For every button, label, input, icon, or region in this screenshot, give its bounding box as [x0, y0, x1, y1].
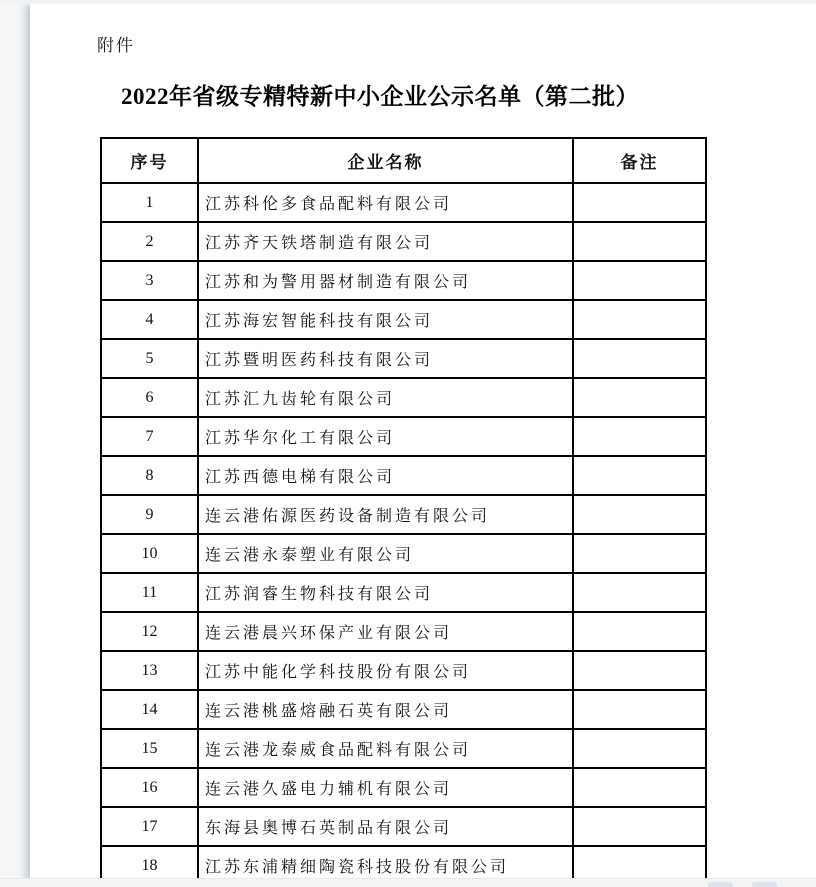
remark-cell: [573, 573, 706, 612]
remark-cell: [573, 339, 706, 378]
company-name-cell: 连云港永泰塑业有限公司: [198, 534, 573, 573]
table-row: [101, 183, 706, 222]
bottom-toolbar-button-2[interactable]: [752, 882, 777, 887]
remark-cell: [573, 417, 706, 456]
company-name-cell: 江苏东浦精细陶瓷科技股份有限公司: [198, 846, 573, 885]
row-number-cell: 8: [101, 456, 198, 495]
row-number-cell: 3: [101, 261, 198, 300]
remark-cell: [573, 690, 706, 729]
row-number-cell: 13: [101, 651, 198, 690]
table-row: [101, 261, 706, 300]
row-number-cell: 4: [101, 300, 198, 339]
row-number-cell: 15: [101, 729, 198, 768]
company-name-cell: 连云港久盛电力辅机有限公司: [198, 768, 573, 807]
row-number-cell: 16: [101, 768, 198, 807]
company-name-cell: 连云港晨兴环保产业有限公司: [198, 612, 573, 651]
row-number-cell: 6: [101, 378, 198, 417]
remark-cell: [573, 456, 706, 495]
row-number-cell: 17: [101, 807, 198, 846]
row-number-cell: 10: [101, 534, 198, 573]
company-name-cell: 连云港龙泰威食品配料有限公司: [198, 729, 573, 768]
company-name-cell: 江苏中能化学科技股份有限公司: [198, 651, 573, 690]
remark-cell: [573, 222, 706, 261]
table-row: [101, 456, 706, 495]
row-number-cell: 7: [101, 417, 198, 456]
table-row: [101, 339, 706, 378]
company-name-cell: 东海县奥博石英制品有限公司: [198, 807, 573, 846]
table-row: [101, 378, 706, 417]
row-number-cell: 2: [101, 222, 198, 261]
company-name-cell: 江苏齐天铁塔制造有限公司: [198, 222, 573, 261]
company-name-cell: 江苏华尔化工有限公司: [198, 417, 573, 456]
remark-cell: [573, 495, 706, 534]
row-number-cell: 11: [101, 573, 198, 612]
table-row: [101, 222, 706, 261]
remark-cell: [573, 261, 706, 300]
remark-cell: [573, 729, 706, 768]
page-title: 2022年省级专精特新中小企业公示名单（第二批）: [121, 84, 639, 109]
header-cell-remark: 备注: [573, 138, 706, 183]
company-name-cell: 江苏海宏智能科技有限公司: [198, 300, 573, 339]
row-number-cell: 12: [101, 612, 198, 651]
company-table-body: [101, 183, 706, 885]
attachment-label: 附件: [97, 36, 135, 55]
remark-cell: [573, 378, 706, 417]
table-row: [101, 300, 706, 339]
row-number-cell: 14: [101, 690, 198, 729]
table-row: [101, 495, 706, 534]
bottom-toolbar-button-1[interactable]: [708, 882, 733, 887]
company-name-cell: 连云港桃盛熔融石英有限公司: [198, 690, 573, 729]
row-number-cell: 5: [101, 339, 198, 378]
company-name-cell: 连云港佑源医药设备制造有限公司: [198, 495, 573, 534]
remark-cell: [573, 300, 706, 339]
table-row: [101, 729, 706, 768]
header-cell-no: 序号: [101, 138, 198, 183]
row-number-cell: 1: [101, 183, 198, 222]
table-row: [101, 573, 706, 612]
company-name-cell: 江苏科伦多食品配料有限公司: [198, 183, 573, 222]
row-number-cell: 9: [101, 495, 198, 534]
table-row: [101, 534, 706, 573]
company-name-cell: 江苏润睿生物科技有限公司: [198, 573, 573, 612]
company-name-cell: 江苏西德电梯有限公司: [198, 456, 573, 495]
table-row: [101, 651, 706, 690]
table-row: [101, 690, 706, 729]
table-row: [101, 417, 706, 456]
company-roster-table: [100, 137, 707, 886]
viewer-top-edge: [0, 0, 816, 4]
company-name-cell: 江苏汇九齿轮有限公司: [198, 378, 573, 417]
viewer-bottom-bar: [0, 878, 816, 887]
row-number-cell: 18: [101, 846, 198, 885]
table-row: [101, 612, 706, 651]
remark-cell: [573, 612, 706, 651]
company-name-cell: 江苏和为警用器材制造有限公司: [198, 261, 573, 300]
table-header: [101, 138, 706, 183]
header-row: [101, 138, 706, 183]
remark-cell: [573, 768, 706, 807]
remark-cell: [573, 807, 706, 846]
company-name-cell: 江苏暨明医药科技有限公司: [198, 339, 573, 378]
viewer-left-gutter: [0, 0, 30, 887]
header-cell-name: 企业名称: [198, 138, 573, 183]
table-row: [101, 807, 706, 846]
table-row: [101, 768, 706, 807]
remark-cell: [573, 534, 706, 573]
remark-cell: [573, 183, 706, 222]
remark-cell: [573, 651, 706, 690]
